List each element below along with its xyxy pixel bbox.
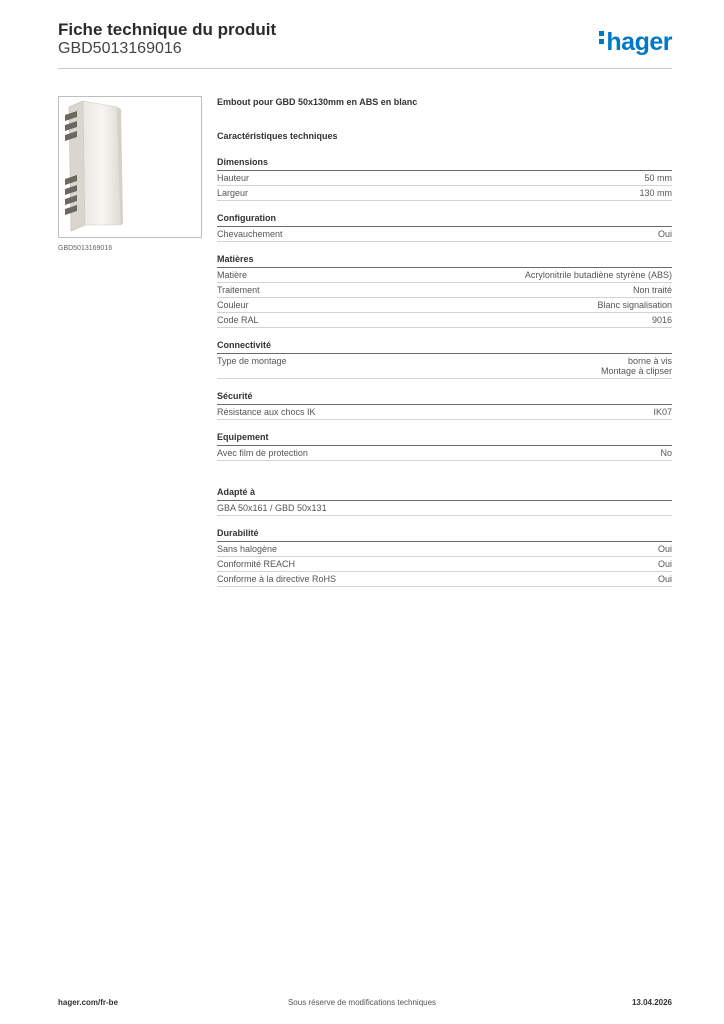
- section-heading: Matières: [217, 254, 672, 268]
- section-securite: [217, 391, 672, 420]
- section-adapte: [217, 487, 672, 516]
- section-configuration: [217, 213, 672, 242]
- spec-label: Conformité REACH: [217, 559, 296, 569]
- spec-row: [217, 171, 672, 186]
- specifications: [217, 97, 672, 599]
- spec-value: Oui: [657, 559, 672, 569]
- spec-row: [217, 283, 672, 298]
- spec-row: [217, 446, 672, 461]
- spec-value: 9016: [651, 315, 672, 325]
- footer-notice: Sous réserve de modifications techniques: [287, 998, 437, 1007]
- spec-label: Traitement: [217, 285, 260, 295]
- section-dimensions: [217, 157, 672, 201]
- spec-label: Couleur: [217, 300, 249, 310]
- section-durabilite: [217, 528, 672, 587]
- section-connectivite: [217, 340, 672, 379]
- spec-label: Largeur: [217, 188, 249, 198]
- spec-value: Oui: [657, 229, 672, 239]
- spec-value: Non traité: [632, 285, 672, 295]
- image-caption: GBD5013169016: [58, 245, 113, 252]
- spec-label: Code RAL: [217, 315, 259, 325]
- spec-row: [217, 542, 672, 557]
- product-image: [58, 96, 202, 238]
- product-description: Embout pour GBD 50x130mm en ABS en blanc: [217, 97, 418, 107]
- spec-value-line: Montage à clipser: [600, 366, 672, 376]
- section-heading: Connectivité: [217, 340, 672, 354]
- spec-row: [217, 572, 672, 587]
- spec-row: [217, 227, 672, 242]
- logo-dots-icon: [599, 28, 604, 47]
- spec-label: Sans halogène: [217, 544, 278, 554]
- spec-row: [217, 298, 672, 313]
- footer-website-link[interactable]: hager.com/fr-be: [58, 998, 119, 1007]
- spec-value: No: [660, 448, 672, 458]
- spec-value: [601, 356, 672, 376]
- spec-label: Résistance aux chocs IK: [217, 407, 316, 417]
- spec-value: Oui: [657, 574, 672, 584]
- spec-value: Oui: [657, 544, 672, 554]
- end-cap-illustration: [59, 97, 201, 237]
- hager-logo: [599, 28, 672, 57]
- spec-label: Conforme à la directive RoHS: [217, 574, 337, 584]
- section-equipement: [217, 432, 672, 461]
- spec-value: 50 mm: [644, 173, 672, 183]
- section-heading: Dimensions: [217, 157, 672, 171]
- spec-row: [217, 405, 672, 420]
- page-title: Fiche technique du produit: [58, 20, 277, 39]
- spec-value-line: borne à vis: [627, 356, 672, 366]
- spec-label: GBA 50x161 / GBD 50x131: [217, 503, 327, 513]
- spec-row: [217, 268, 672, 283]
- product-reference: GBD5013169016: [58, 40, 182, 57]
- section-heading: Durabilité: [217, 528, 672, 542]
- section-heading: Equipement: [217, 432, 672, 446]
- section-matieres: [217, 254, 672, 328]
- spec-row: [217, 557, 672, 572]
- spec-value: 130 mm: [639, 188, 672, 198]
- spec-row: [217, 313, 672, 328]
- header-divider: [58, 68, 672, 69]
- footer-date: 13.04.2026: [631, 998, 672, 1007]
- logo-text: hager: [606, 28, 672, 56]
- spec-label: Type de montage: [217, 356, 287, 366]
- spec-label: Matière: [217, 270, 248, 280]
- spec-label: Chevauchement: [217, 229, 283, 239]
- spec-label: Hauteur: [217, 173, 250, 183]
- spec-label: Avec film de protection: [217, 448, 308, 458]
- spec-row: [217, 186, 672, 201]
- section-heading: Configuration: [217, 213, 672, 227]
- spec-row: [217, 354, 672, 379]
- spec-row: [217, 501, 672, 516]
- spec-value: Acrylonitrile butadiène styrène (ABS): [524, 270, 672, 280]
- section-heading: Adapté à: [217, 487, 672, 501]
- section-heading: Sécurité: [217, 391, 672, 405]
- spec-title: Caractéristiques techniques: [217, 131, 338, 141]
- spec-value: Blanc signalisation: [597, 300, 672, 310]
- spec-value: IK07: [653, 407, 672, 417]
